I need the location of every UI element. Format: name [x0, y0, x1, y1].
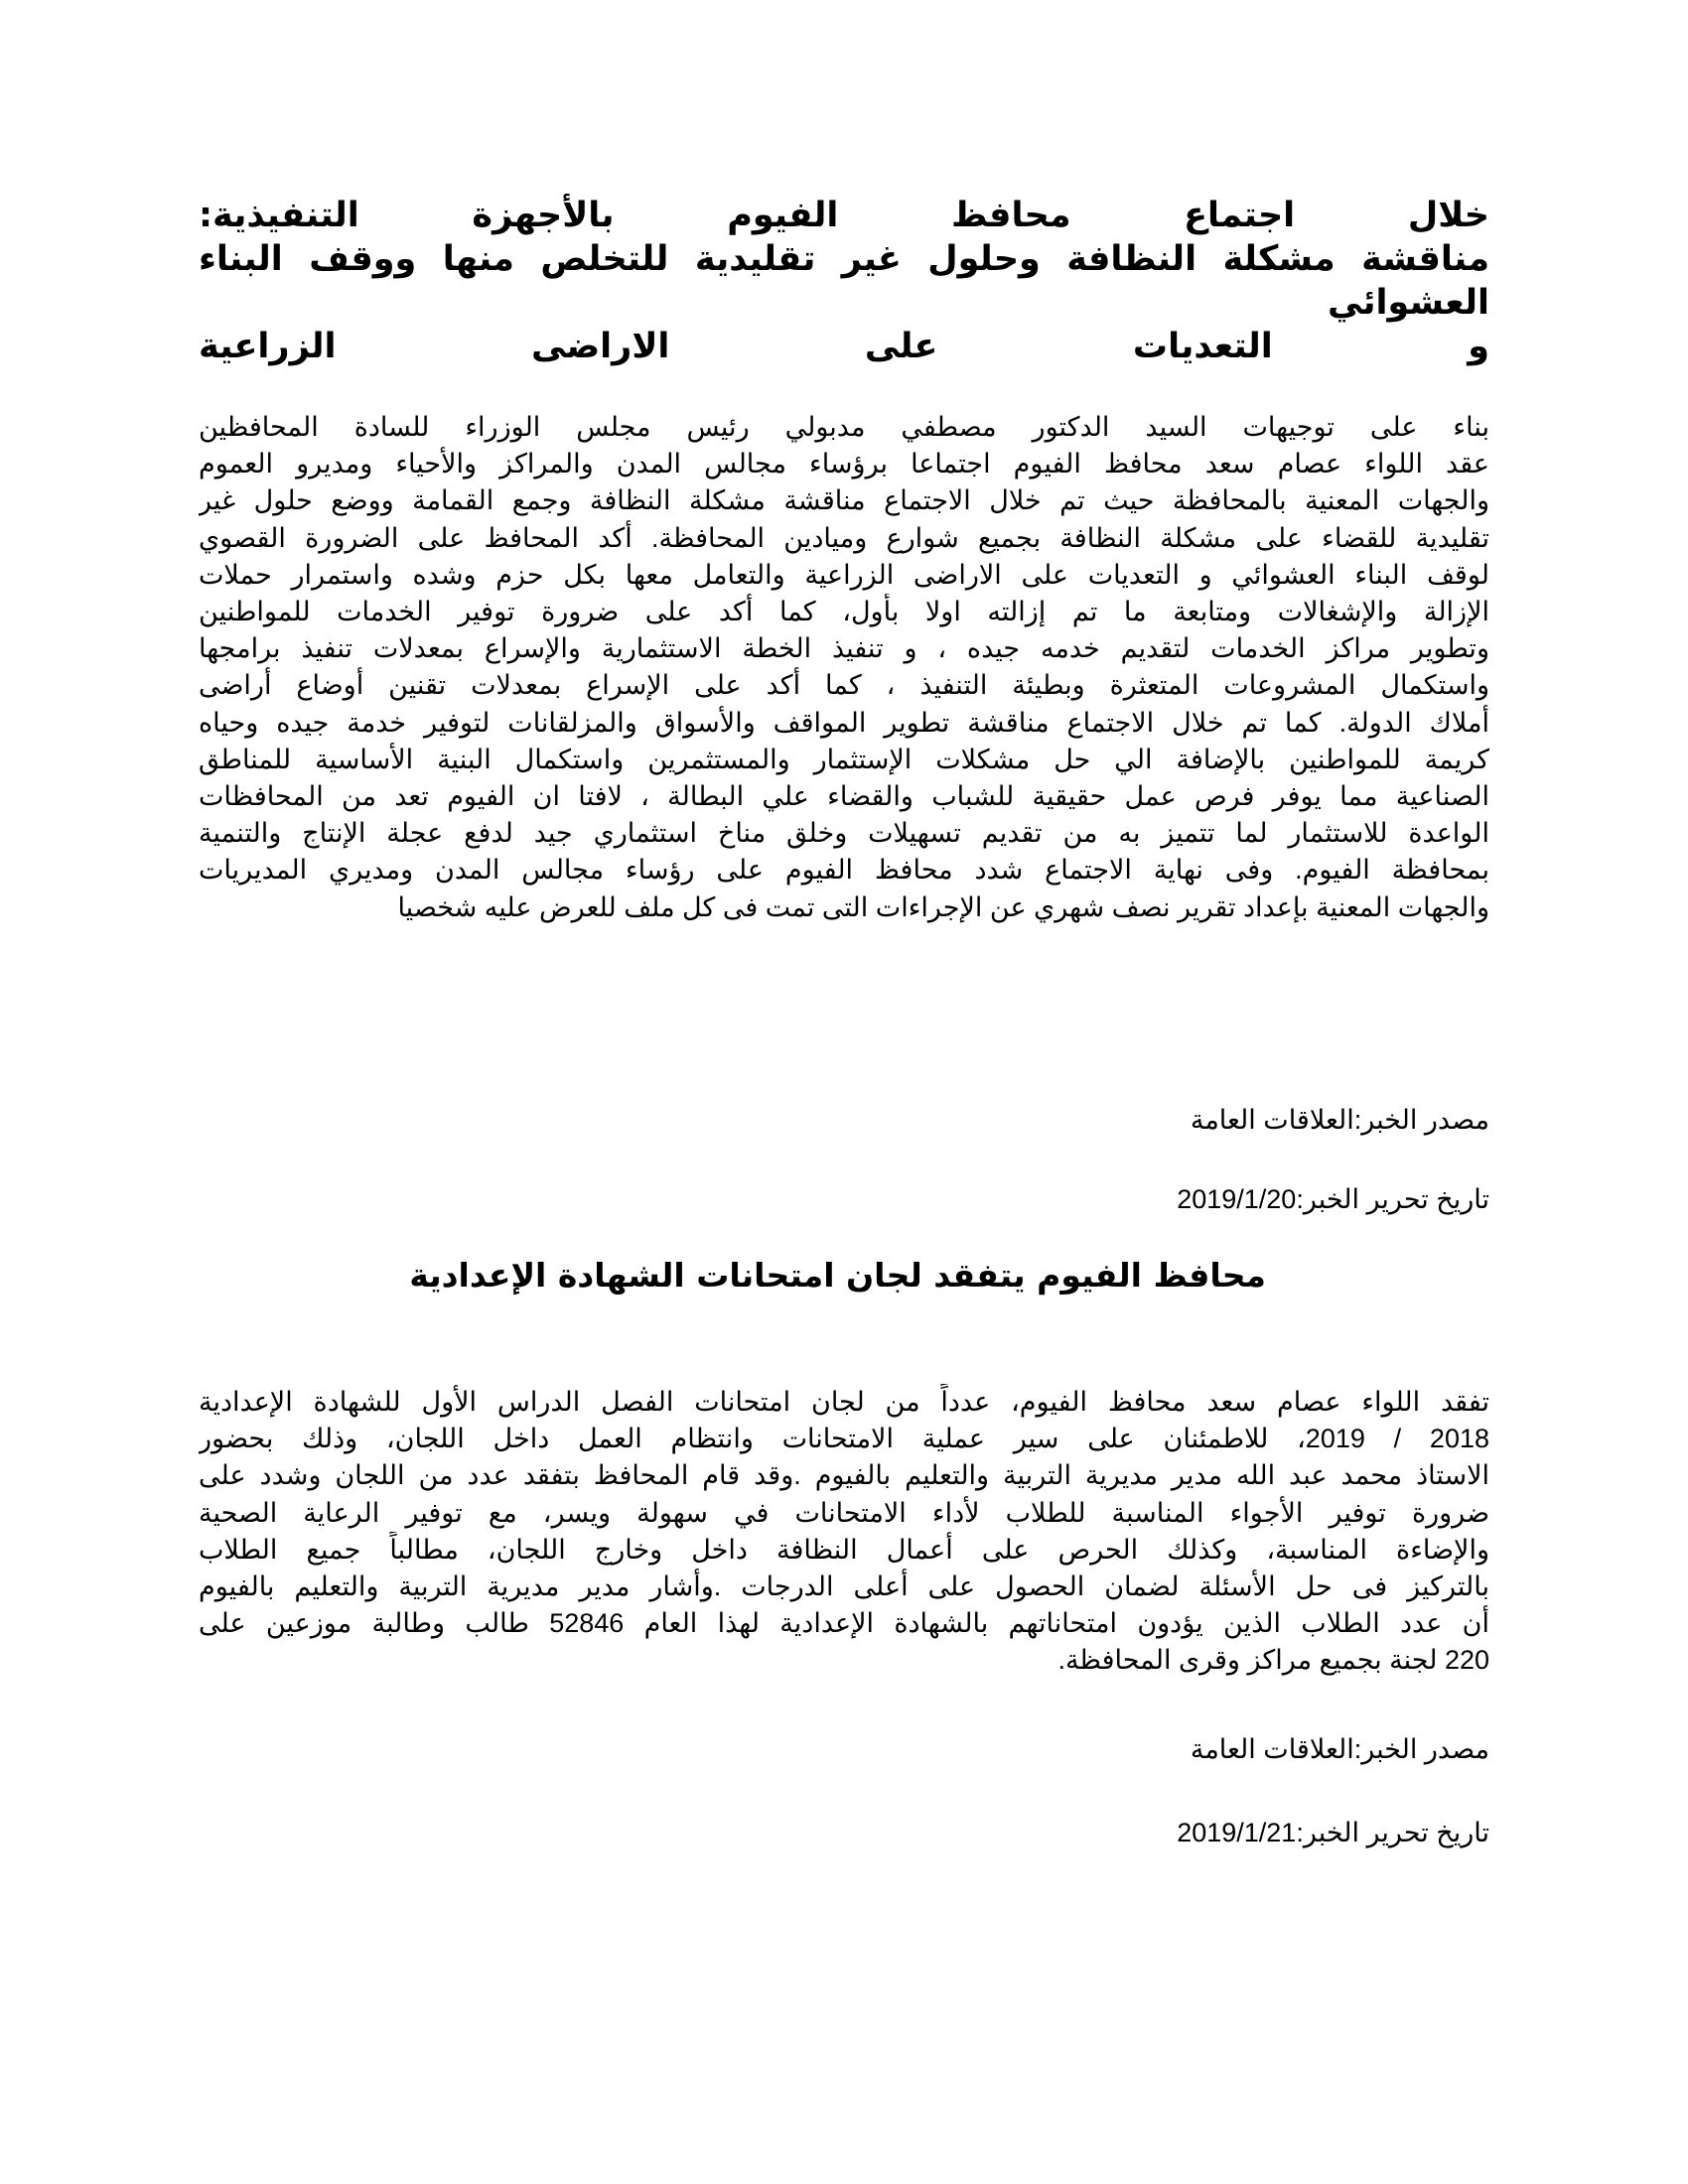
- article1-body: [199, 409, 1489, 926]
- article2-body-line: 220 لجنة بجميع مراكز وقرى المحافظة.: [1057, 1645, 1489, 1676]
- article2-body-line: أن عدد الطلاب الذين يؤدون امتحاناتهم بالشهادة الإعدادية لهذا العام 52846 طالب وطالبة موزعين على: [199, 1608, 1489, 1639]
- article1-body-line: وتطوير مراكز الخدمات لتقديم خدمه جيده ، و تنفيذ الخطة الاستثمارية والإسراع بمعدلات تنفيذ برامجها: [199, 633, 1489, 664]
- article1-body-line: أملاك الدولة. كما تم خلال الاجتماع مناقشة تطوير المواقف والأسواق والمزلقانات لتوفير خدمة جيده وحياه: [199, 707, 1489, 738]
- article1-source: مصدر الخبر:العلاقات العامة: [1190, 1105, 1489, 1135]
- article2-body-line: 2018 / 2019، للاطمئنان على سير عملية الامتحانات وانتظام العمل داخل اللجان، وذلك بحضور: [199, 1424, 1489, 1454]
- article2-date: تاريخ تحرير الخبر:2019/1/21: [1177, 1818, 1489, 1847]
- article2-body-line: بالتركيز فى حل الأسئلة لضمان الحصول على أعلى الدرجات .وأشار مدير مديرية التربية والتعليم بالفيوم: [199, 1571, 1489, 1602]
- article1-body-line: والجهات المعنية بإعداد تقرير نصف شهري عن الإجراءات التى تمت فى كل ملف للعرض عليه شخصيا: [397, 891, 1489, 922]
- article1-body-line: كريمة للمواطنين بالإضافة الي حل مشكلات الإستثمار والمستثمرين واستكمال البنية الأساسية للمناطق: [199, 744, 1489, 774]
- article1-body-line: الصناعية مما يوفر فرص عمل حقيقية للشباب والقضاء علي البطالة ، لافتا ان الفيوم تعد من المحافظات: [199, 781, 1489, 812]
- article2-body-line: والإضاءة المناسبة، وكذلك الحرص على أعمال النظافة داخل وخارج اللجان، مطالباً جميع الطلاب: [199, 1534, 1489, 1565]
- article1-body-line: بمحافظة الفيوم. وفى نهاية الاجتماع شدد محافظ الفيوم على رؤساء مجالس المدن ومديري المديريات: [199, 855, 1489, 886]
- article2-body-line: الاستاذ محمد عبد الله مدير مديرية التربية والتعليم بالفيوم .وقد قام المحافظ بتفقد عدد من اللجان وشدد على: [199, 1460, 1489, 1491]
- article1-body-line: لوقف البناء العشوائي و التعديات على الاراضى الزراعية والتعامل معها بكل حزم وشده واستمرار حملات: [199, 559, 1489, 590]
- article1-body-line: والجهات المعنية بالمحافظة حيث تم خلال الاجتماع مناقشة مشكلة النظافة وجمع القمامة ووضع حلول غير: [199, 485, 1489, 516]
- article2-headline: محافظ الفيوم يتفقد لجان امتحانات الشهادة الإعدادية: [409, 1256, 1266, 1295]
- article2-body-line: ضرورة توفير الأجواء المناسبة للطلاب لأداء الامتحانات في سهولة ويسر، مع توفير الرعاية الصحية: [199, 1497, 1489, 1528]
- article1-headline: [199, 194, 1489, 368]
- article1-headline-line: و التعديات على الاراضى الزراعية: [199, 327, 1489, 366]
- article1-body-line: بناء على توجيهات السيد الدكتور مصطفي مدبولي رئيس مجلس الوزراء للسادة المحافظين: [199, 412, 1489, 442]
- document-page: [199, 0, 1489, 2184]
- article1-body-line: تقليدية للقضاء على مشكلة النظافة بجميع شوارع وميادين المحافظة. أكد المحافظ على الضرورة القصوي: [199, 522, 1489, 553]
- article1-headline-line: خلال اجتماع محافظ الفيوم بالأجهزة التنفيذية:: [199, 196, 1489, 235]
- article1-body-line: الواعدة للاستثمار لما تتميز به من تقديم تسهيلات وخلق مناخ استثماري جيد لدفع عجلة الإنتاج والتنمية: [199, 818, 1489, 849]
- article1-body-line: عقد اللواء عصام سعد محافظ الفيوم اجتماعا برؤساء مجالس المدن والمراكز والأحياء ومديرو العموم: [199, 449, 1489, 479]
- article1-headline-line: مناقشة مشكلة النظافة وحلول غير تقليدية للتخلص منها ووقف البناء العشوائي: [199, 239, 1489, 323]
- article2-body: [199, 1384, 1489, 1680]
- article2-body-line: تفقد اللواء عصام سعد محافظ الفيوم، عدداً من لجان امتحانات الفصل الدراس الأول للشهادة الإعدادية: [199, 1387, 1489, 1417]
- article1-body-line: الإزالة والإشغالات ومتابعة ما تم إزالته اولا بأول، كما أكد على ضرورة توفير الخدمات للمواطنين: [199, 597, 1489, 627]
- article1-date: تاريخ تحرير الخبر:2019/1/20: [1177, 1184, 1489, 1214]
- article2-source: مصدر الخبر:العلاقات العامة: [1190, 1734, 1489, 1764]
- article1-body-line: واستكمال المشروعات المتعثرة وبطيئة التنفيذ ، كما أكد على الإسراع بمعدلات تقنين أوضاع أراضى: [199, 670, 1489, 701]
